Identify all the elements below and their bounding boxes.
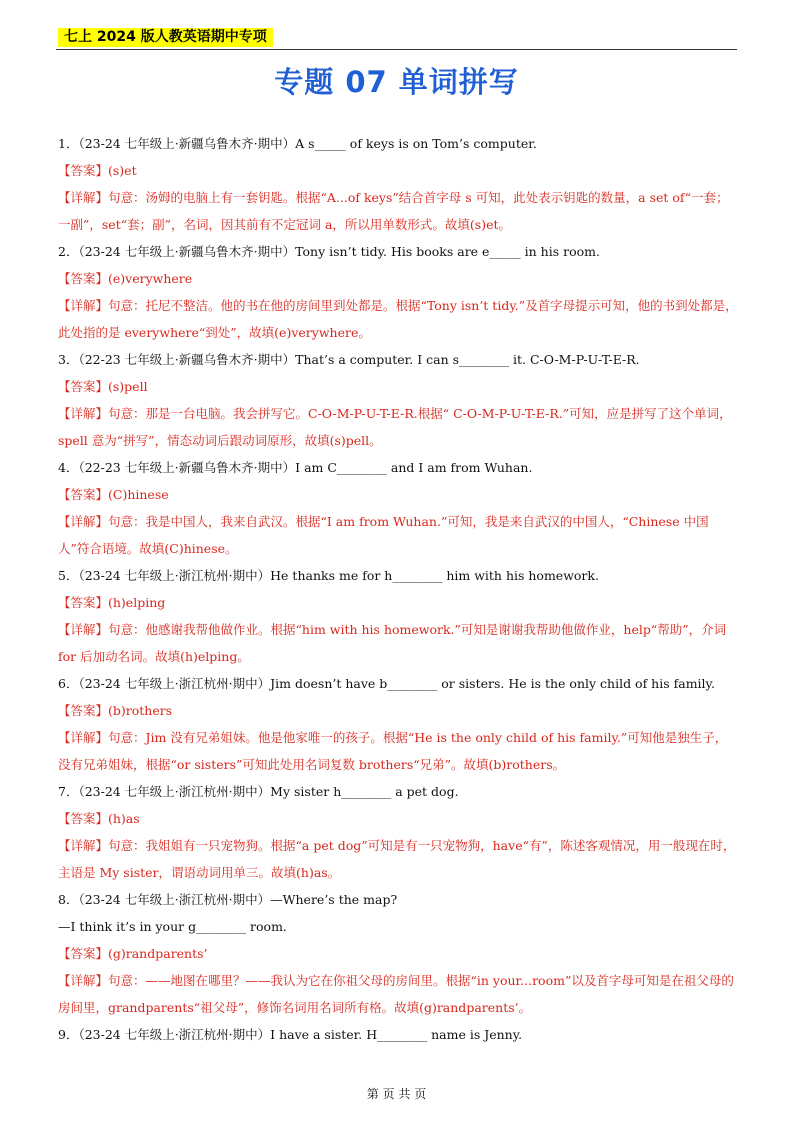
question-text-line-2: —I think it’s in your g________ room. bbox=[58, 919, 287, 934]
question-item-6 bbox=[58, 670, 738, 778]
question-text: 8．（23-24 七年级上·浙江杭州·期中）—Where’s the map? bbox=[58, 892, 398, 907]
question-item-1 bbox=[58, 130, 738, 238]
explanation: 【详解】句意：那是一台电脑。我会拼写它。C-O-M-P-U-T-E-R.根据“ C-O-M-P-U-T-E-R.”可知，应是拼写了这个单词，spell 意为“拼写”，情态动词后跟动词原形，故填(s)pell。 bbox=[58, 406, 732, 448]
explanation: 【详解】句意：——地图在哪里？——我认为它在你祖父母的房间里。根据“in your...room”以及首字母可知是在祖父母的房间里，grandparents“祖父母”，修饰名词用名词所有格。故填(g)randparents’。 bbox=[58, 973, 734, 1015]
explanation: 【详解】句意：汤姆的电脑上有一套钥匙。根据“A...of keys”结合首字母 s 可知，此处表示钥匙的数量，a set of“一套；一副”，set“套；副”，名词，因其前有不定冠词 a，所以用单数形式。故填(s)et。 bbox=[58, 190, 729, 232]
question-item-9 bbox=[58, 1021, 738, 1048]
explanation: 【详解】句意：托尼不整洁。他的书在他的房间里到处都是。根据“Tony isn’t tidy.”及首字母提示可知，他的书到处都是，此处指的是 everywhere“到处”，故填(e)verywhere。 bbox=[58, 298, 738, 340]
answer-line: 【答案】(s)et bbox=[58, 163, 137, 178]
question-text: 3．（22-23 七年级上·新疆乌鲁木齐·期中）That’s a computer. I can s________ it. C-O-M-P-U-T-E-R. bbox=[58, 352, 640, 367]
page-footer: 第 页 共 页 bbox=[366, 1087, 427, 1101]
answer-line: 【答案】(h)elping bbox=[58, 595, 166, 610]
series-label: 七上 2024 版人教英语期中专项 bbox=[58, 28, 273, 47]
question-text: 9．（23-24 七年级上·浙江杭州·期中）I have a sister. H________ name is Jenny. bbox=[58, 1027, 523, 1042]
question-item-8 bbox=[58, 886, 738, 1021]
question-list bbox=[58, 130, 738, 1048]
answer-line: 【答案】(s)pell bbox=[58, 379, 148, 394]
question-item-4 bbox=[58, 454, 738, 562]
question-text: 6．（23-24 七年级上·浙江杭州·期中）Jim doesn’t have b________ or sisters. He is the only child of his family. bbox=[58, 676, 715, 691]
answer-line: 【答案】(e)verywhere bbox=[58, 271, 193, 286]
question-text: 7．（23-24 七年级上·浙江杭州·期中）My sister h________ a pet dog. bbox=[58, 784, 459, 799]
question-text: 1．（23-24 七年级上·新疆乌鲁木齐·期中）A s_____ of keys is on Tom’s computer. bbox=[58, 136, 537, 151]
question-text: 4．（22-23 七年级上·新疆乌鲁木齐·期中）I am C________ and I am from Wuhan. bbox=[58, 460, 533, 475]
page-title: 专题 07 单词拼写 bbox=[274, 65, 519, 99]
answer-line: 【答案】(h)as bbox=[58, 811, 140, 826]
header-divider bbox=[56, 49, 737, 50]
question-item-2 bbox=[58, 238, 738, 346]
question-item-3 bbox=[58, 346, 738, 454]
explanation: 【详解】句意：Jim 没有兄弟姐妹。他是他家唯一的孩子。根据“He is the only child of his family.”可知他是独生子，没有兄弟姐妹，根据“or sisters”可知此处用名词复数 brothers“兄弟”。故填(b)rothers。 bbox=[58, 730, 728, 772]
answer-line: 【答案】(C)hinese bbox=[58, 487, 169, 502]
question-item-5 bbox=[58, 562, 738, 670]
explanation: 【详解】句意：我是中国人，我来自武汉。根据“I am from Wuhan.”可知，我是来自武汉的中国人，“Chinese 中国人”符合语境。故填(C)hinese。 bbox=[58, 514, 709, 556]
answer-line: 【答案】(b)rothers bbox=[58, 703, 173, 718]
answer-line: 【答案】(g)randparents’ bbox=[58, 946, 208, 961]
explanation: 【详解】句意：我姐姐有一只宠物狗。根据“a pet dog”可知是有一只宠物狗，have“有”，陈述客观情况，用一般现在时，主语是 My sister，谓语动词用单三。故填(h)as。 bbox=[58, 838, 736, 880]
explanation: 【详解】句意：他感谢我帮他做作业。根据“him with his homework.”可知是谢谢我帮助他做作业，help“帮助”，介词 for 后加动名词。故填(h)elping。 bbox=[58, 622, 727, 664]
question-item-7 bbox=[58, 778, 738, 886]
question-text: 2．（23-24 七年级上·新疆乌鲁木齐·期中）Tony isn’t tidy. His books are e_____ in his room. bbox=[58, 244, 600, 259]
question-text: 5．（23-24 七年级上·浙江杭州·期中）He thanks me for h________ him with his homework. bbox=[58, 568, 599, 583]
